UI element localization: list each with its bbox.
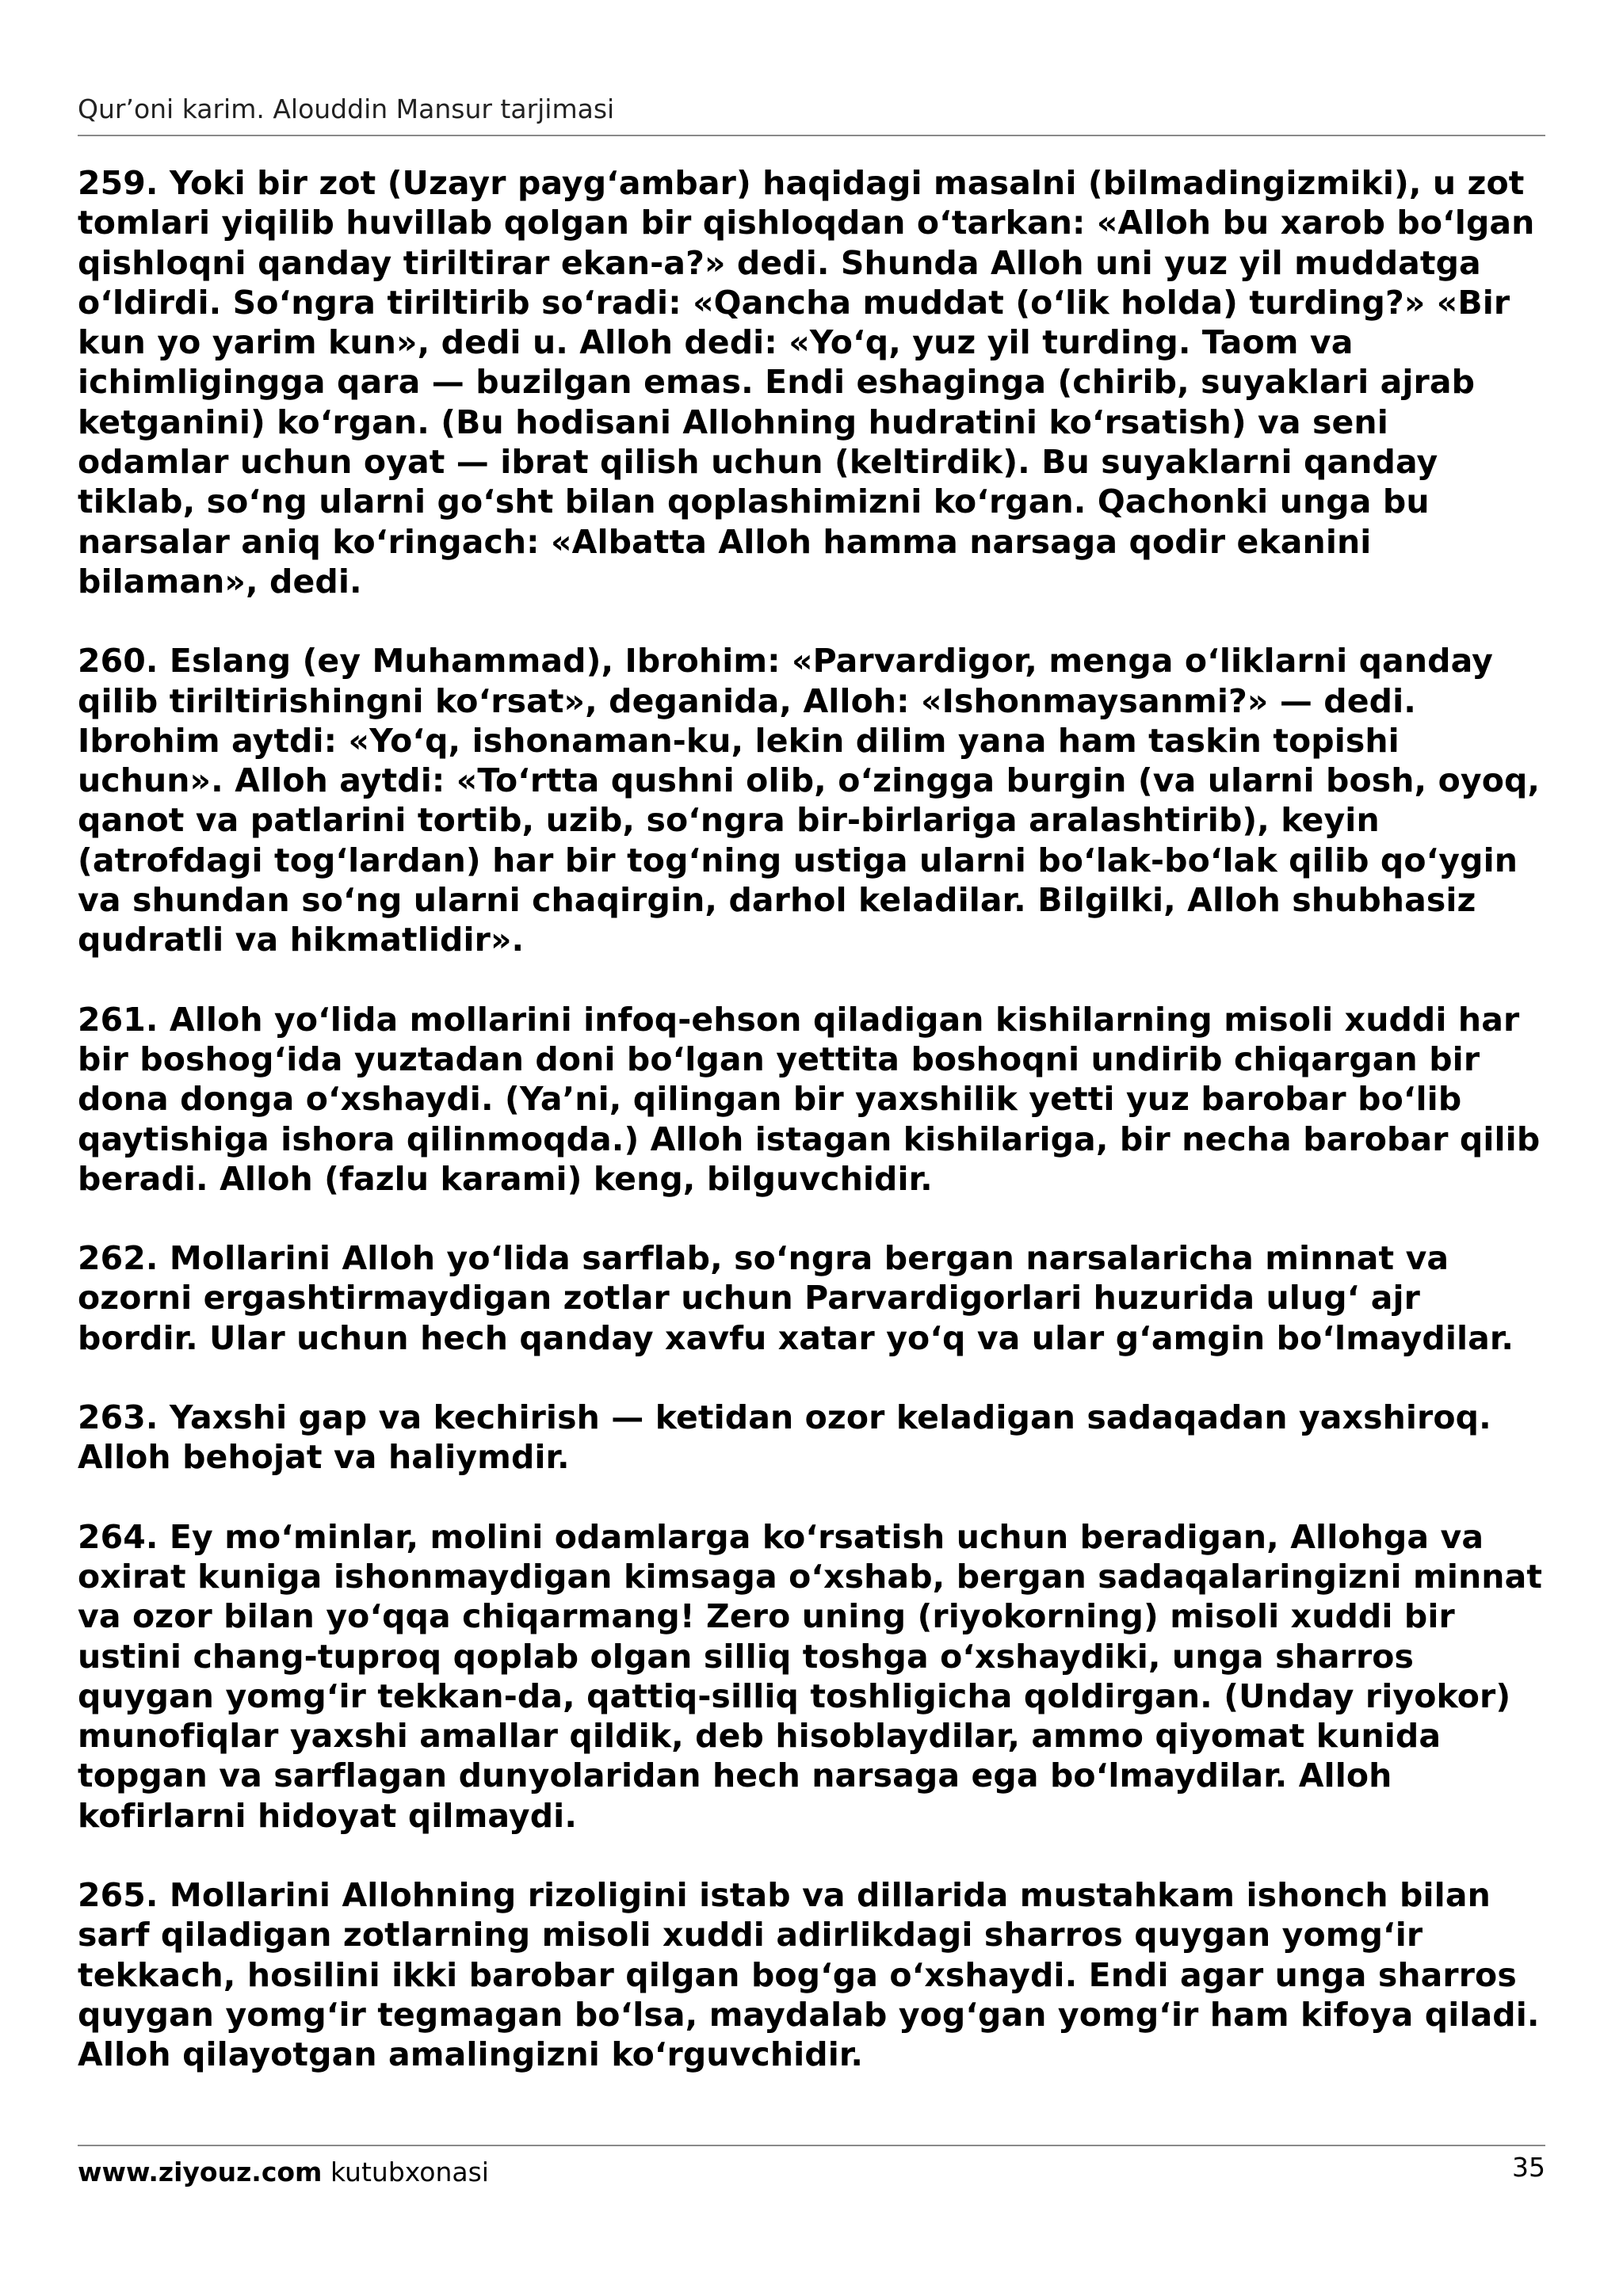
verse-260: 260. Eslang (ey Muhammad), Ibrohim: «Parvardigor, menga o‘liklarni qanday qilib tiriltirishingni ko‘rsat», deganida, Alloh: «Ishonmaysanmi?» — dedi. Ibrohim aytdi: «Yo‘q, ishonaman-ku, lekin dilim yana ham taskin topishi uchun». Alloh aytdi: «To‘rtta qushni olib, o‘zingga burgin (va ularni bosh, oyoq, qanot va patlarini tortib, uzib, so‘ngra bir-birlariga aralashtirib), keyin (atrofdagi tog‘lardan) har bir tog‘ning ustiga ularni bo‘lak-bo‘lak qilib qo‘ygin va shundan so‘ng ularni chaqirgin, darhol keladilar. Bilgilki, Alloh shubhasiz qudratli va hikmatlidir». [78,642,1541,959]
verse-263: 263. Yaxshi gap va kechirish — ketidan ozor keladigan sadaqadan yaxshiroq. Alloh behojat va haliymdir. [78,1398,1491,1477]
running-header-title: Qur’oni karim. Alouddin Mansur tarjimasi [78,93,615,124]
page-body [78,163,1545,2114]
header-divider [78,135,1545,136]
footer-label: kutubxonasi [330,2157,489,2187]
footer-site-link[interactable]: www.ziyouz.com [78,2157,323,2187]
verse-264: 264. Ey mo‘minlar, molini odamlarga ko‘rsatish uchun beradigan, Allohga va oxirat kuniga ishonmaydigan kimsaga o‘xshab, bergan sadaqalaringizni minnat va ozor bilan yo‘qqa chiqarmang! Zero uning (riyokorning) misoli xuddi bir ustini chang-tuproq qoplab olgan silliq toshga o‘xshaydiki, unga sharros quygan yomg‘ir tekkan-da, qattiq-silliq toshligicha qoldirgan. (Unday riyokor) munofiqlar yaxshi amallar qildik, deb hisoblaydilar, ammo qiyomat kunida topgan va sarflagan dunyolaridan hech narsaga ega bo‘lmaydilar. Alloh kofirlarni hidoyat qilmaydi. [78,1517,1543,1835]
verse-262: 262. Mollarini Alloh yo‘lida sarflab, so‘ngra bergan narsalaricha minnat va ozorni ergashtirmaydigan zotlar uchun Parvardigorlari huzurida ulug‘ ajr bordir. Ular uchun hech qanday xavfu xatar yo‘q va ular g‘amgin bo‘lmaydilar. [78,1239,1514,1357]
verse-261: 261. Alloh yo‘lida mollarini infoq-ehson qiladigan kishilarning misoli xuddi har bir boshog‘ida yuztadan doni bo‘lgan yettita boshoqni undirib chiqargan bir dona donga o‘xshaydi. (Ya’ni, qilingan bir yaxshilik yetti yuz barobar bo‘lib qaytishiga ishora qilinmoqda.) Alloh istagan kishilariga, bir necha barobar qilib beradi. Alloh (fazlu karami) keng, bilguvchidir. [78,1000,1541,1198]
page-number: 35 [1512,2152,1545,2183]
verse-265: 265. Mollarini Allohning rizoligini istab va dillarida mustahkam ishonch bilan sarf qiladigan zotlarning misoli xuddi adirlikdagi sharros quygan yomg‘ir tekkach, hosilini ikki barobar qilgan bog‘ga o‘xshaydi. Endi agar unga sharros quygan yomg‘ir tegmagan bo‘lsa, maydalab yog‘gan yomg‘ir ham kifoya qiladi. Alloh qilayotgan amalingizni ko‘rguvchidir. [78,1875,1540,2074]
footer-divider [78,2145,1545,2146]
verse-259: 259. Yoki bir zot (Uzayr payg‘ambar) haqidagi masalni (bilmadingizmiki), u zot tomlari yiqilib huvillab qolgan bir qishloqdan o‘tarkan: «Alloh bu xarob bo‘lgan qishloqni qanday tiriltirar ekan-a?» dedi. Shunda Alloh uni yuz yil muddatga o‘ldirdi. So‘ngra tiriltirib so‘radi: «Qancha muddat (o‘lik holda) turding?» «Bir kun yo yarim kun», dedi u. Alloh dedi: «Yo‘q, yuz yil turding. Taom va ichimligingga qara — buzilgan emas. Endi eshaginga (chirib, suyaklari ajrab ketganini) ko‘rgan. (Bu hodisani Allohning hudratini ko‘rsatish) va seni odamlar uchun oyat — ibrat qilish uchun (keltirdik). Bu suyaklarni qanday tiklab, so‘ng ularni go‘sht bilan qoplashimizni ko‘rgan. Qachonki unga bu narsalar aniq ko‘ringach: «Albatta Alloh hamma narsaga qodir ekanini bilaman», dedi. [78,164,1535,601]
footer-source [78,2157,489,2188]
